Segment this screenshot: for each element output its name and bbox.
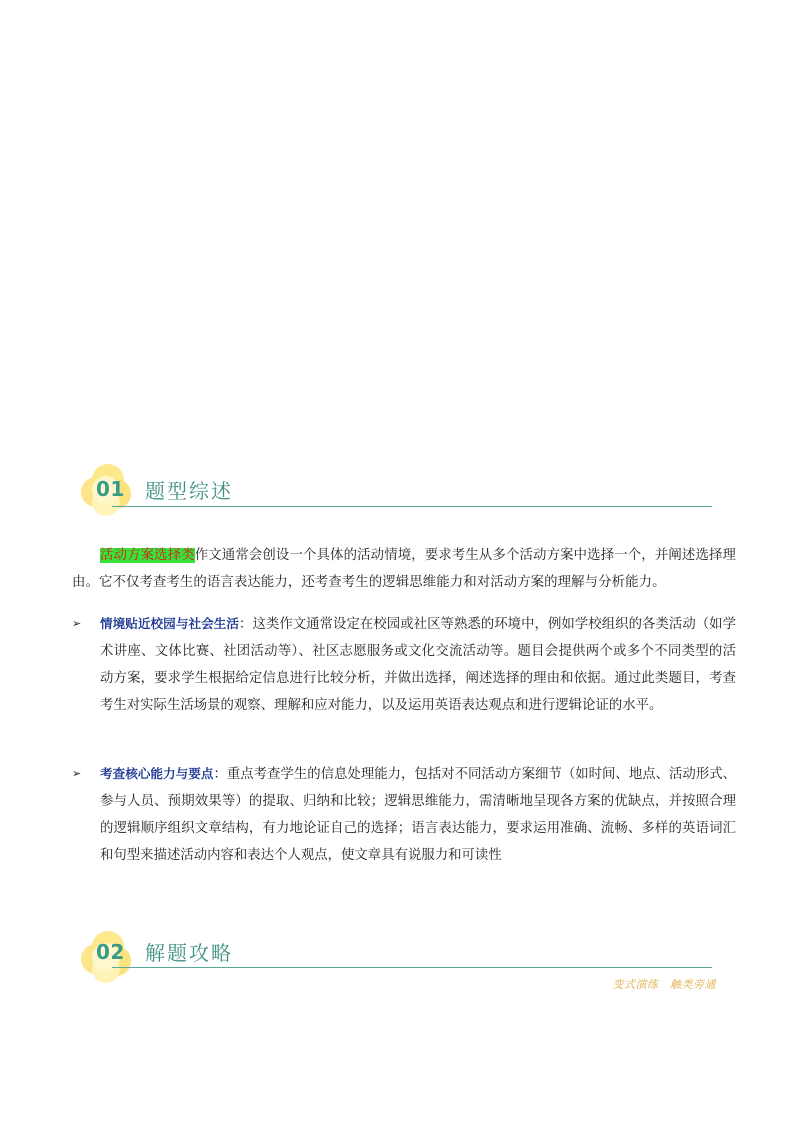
arrow-bullet-icon: ➢	[72, 767, 82, 780]
section-divider	[112, 967, 712, 968]
bullet-text: ：重点考查学生的信息处理能力，包括对不同活动方案细节（如时间、地点、活动形式、参与人员、预期效果等）的提取、归纳和比较；逻辑思维能力，需清晰地呈现各方案的优缺点，并按照合理的逻辑顺序组织文章结构，有力地论证自己的选择；语言表达能力，要求运用准确、流畅、多样的英语词汇和句型来描述活动内容和表达个人观点，使文章具有说服力和可读性	[100, 767, 737, 863]
section-number: 02	[96, 940, 125, 964]
bullet-body	[100, 760, 736, 869]
section-divider	[112, 506, 712, 507]
bullet-text: ：这类作文通常设定在校园或社区等熟悉的环境中，例如学校组织的各类活动（如学术讲座、文体比赛、社团活动等）、社区志愿服务或文化交流活动等。题目会提供两个或多个不同类型的活动方案，要求学生根据给定信息进行比较分析，并做出选择，阐述选择的理由和依据。通过此类题目，考查考生对实际生活场景的观察、理解和应对能力，以及运用英语表达观点和进行逻辑论证的水平。	[100, 617, 737, 713]
section-title: 题型综述	[145, 479, 233, 503]
bullet-lead: 情境贴近校园与社会生活	[100, 616, 240, 631]
section-tagline: 变式演练 触类旁通	[612, 978, 716, 991]
arrow-bullet-icon: ➢	[72, 617, 82, 630]
bullet-body	[100, 610, 736, 719]
section-title: 解题攻略	[145, 941, 233, 965]
section-number: 01	[96, 477, 125, 501]
highlighted-term: 活动方案选择类	[100, 548, 195, 563]
intro-text: 作文通常会创设一个具体的活动情境，要求考生从多个活动方案中选择一个，并阐述选择理由。它不仅考查考生的语言表达能力，还考查考生的逻辑思维能力和对活动方案的理解与分析能力。	[72, 548, 736, 590]
bullet-lead: 考查核心能力与要点	[100, 766, 214, 781]
section-header-overview	[76, 458, 716, 518]
intro-paragraph	[72, 542, 736, 596]
